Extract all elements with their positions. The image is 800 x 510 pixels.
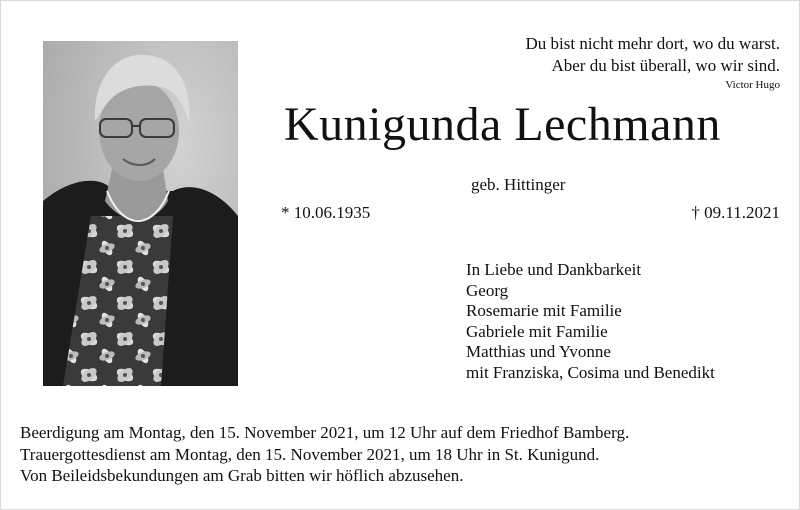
mourner-line: Georg xyxy=(466,280,509,300)
mourner-line: Rosemarie mit Familie xyxy=(466,301,622,320)
mourner-line: mit Franziska, Cosima und Benedikt xyxy=(466,362,715,382)
service-note: Trauergottesdienst am Montag, den 15. November 2021, um 18 Uhr in St. Kunigund. xyxy=(20,444,600,464)
mourner-line: Gabriele mit Familie xyxy=(466,321,608,341)
quote-block xyxy=(526,33,781,92)
condolence-note: Von Beileidsbekundungen am Grab bitten wir höflich abzusehen. xyxy=(20,466,464,485)
quote-author: Victor Hugo xyxy=(725,79,780,91)
deceased-name: Kunigunda Lechmann xyxy=(284,98,721,151)
burial-note: Beerdigung am Montag, den 15. November 2021, um 12 Uhr auf dem Friedhof Bamberg. xyxy=(20,423,630,442)
mourners-list xyxy=(466,260,715,383)
mourner-line: In Liebe und Dankbarkeit xyxy=(466,260,642,279)
funeral-notes xyxy=(20,422,629,487)
mourner-line: Matthias und Yvonne xyxy=(466,342,611,361)
portrait-photo xyxy=(43,41,238,386)
birth-date: * 10.06.1935 xyxy=(281,203,371,222)
quote-line-2: Aber du bist überall, wo wir sind. xyxy=(551,56,780,75)
quote-line-1: Du bist nicht mehr dort, wo du warst. xyxy=(525,34,780,53)
birth-name: geb. Hittinger xyxy=(471,175,566,194)
death-date: † 09.11.2021 xyxy=(691,203,780,222)
